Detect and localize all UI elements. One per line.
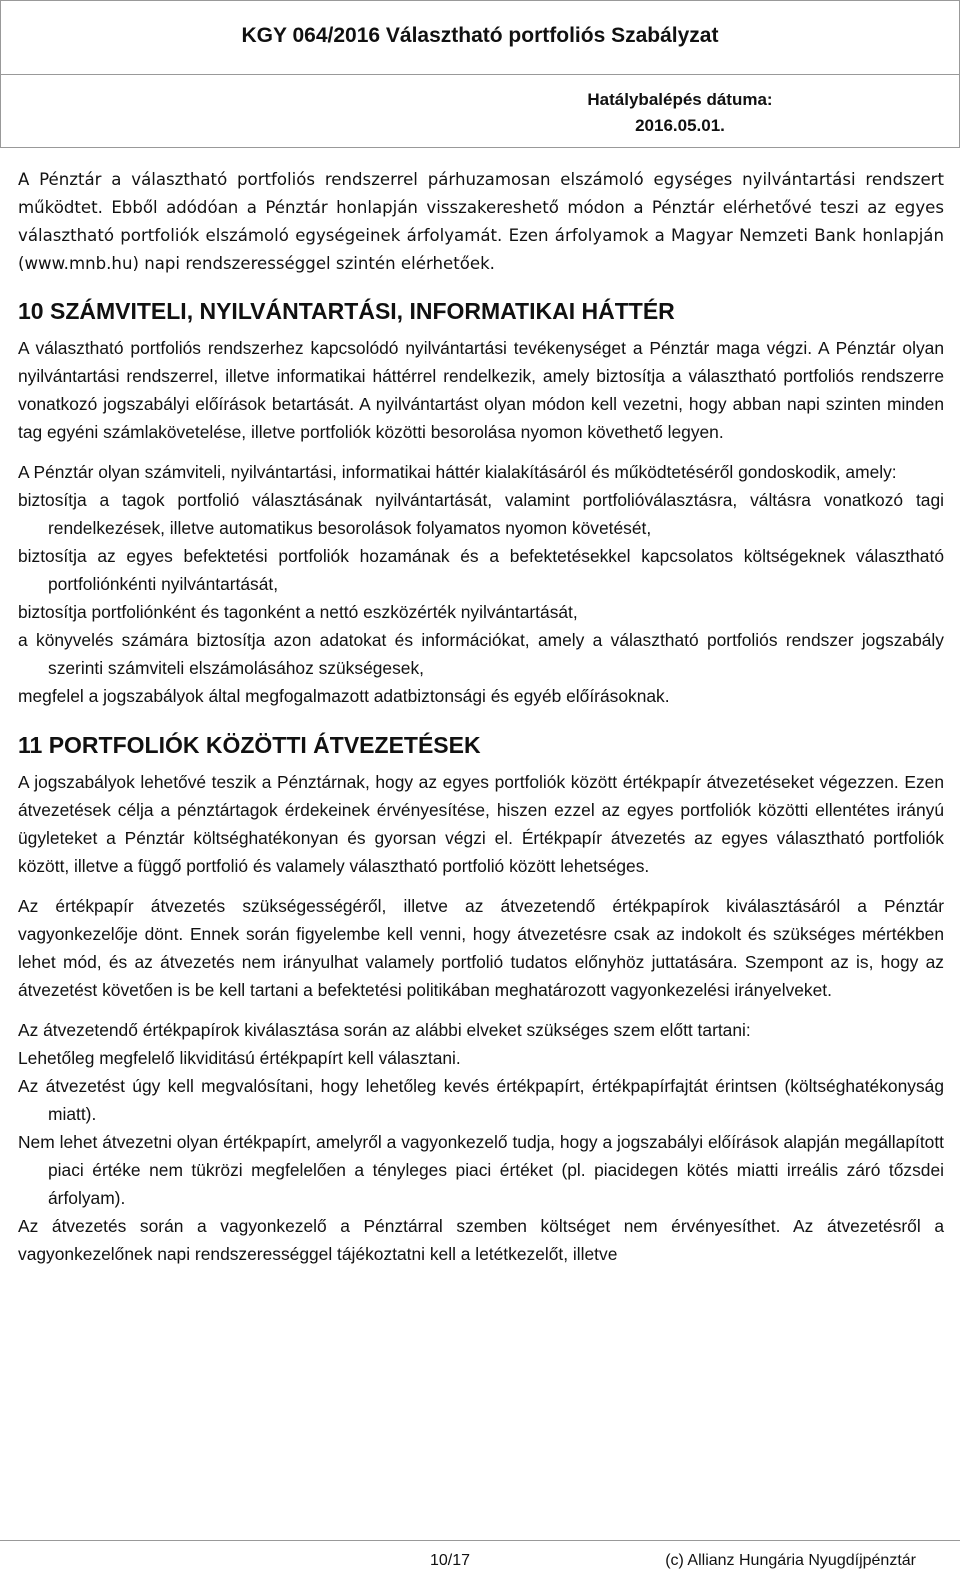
effective-date-value: 2016.05.01.: [635, 116, 725, 135]
list-item: Az átvezetést úgy kell megvalósítani, hogy lehetőleg kevés értékpapírt, értékpapírfajtát érintsen (költséghatékonyság miatt).: [18, 1076, 944, 1124]
section-10-heading: 10 SZÁMVITELI, NYILVÁNTARTÁSI, INFORMATIKAI HÁTTÉR: [18, 298, 675, 324]
paragraph-spacer: [18, 880, 944, 892]
list-item: Lehetőleg megfelelő likviditású értékpapírt kell választani.: [18, 1048, 461, 1068]
effective-date-label: Hatálybalépés dátuma:: [587, 90, 773, 109]
intro-paragraph: A Pénztár a választható portfoliós rendszerrel párhuzamosan elszámoló egységes nyilvántartási rendszert működtet. Ebből adódóan a Pénztár honlapján visszakereshető módon a Pénztár elérhetővé teszi az egyes választható portfoliók elszámoló egységeinek árfolyamát. Ezen árfolyamok a Magyar Nemzeti Bank honlapján (www.mnb.hu) napi rendszerességgel szintén elérhetőek.: [18, 170, 944, 273]
header-border-bottom: [0, 147, 960, 148]
document-body: [18, 166, 944, 1268]
section-10-paragraph-2: A Pénztár olyan számviteli, nyilvántartási, informatikai háttér kialakításáról és működtetéséről gondoskodik, amely:: [18, 462, 897, 482]
page-header: [0, 0, 960, 148]
list-item: a könyvelés számára biztosítja azon adatokat és információkat, amely a választható portfoliós rendszer jogszabály szerinti számviteli elszámolásához szükségesek,: [18, 630, 944, 678]
list-item: biztosítja az egyes befektetési portfoliók hozamának és a befektetésekkel kapcsolatos költségeknek választható portfoliónkénti nyilvántartását,: [18, 546, 944, 594]
footer-divider: [0, 1540, 960, 1541]
paragraph-spacer: [18, 446, 944, 458]
header-border-top: [0, 0, 960, 1]
section-11-list: [18, 1044, 944, 1212]
section-11-heading: 11 PORTFOLIÓK KÖZÖTTI ÁTVEZETÉSEK: [18, 732, 481, 758]
section-11-paragraph-2: Az értékpapír átvezetés szükségességéről, illetve az átvezetendő értékpapírok kiválasztásáról a Pénztár vagyonkezelője dönt. Ennek során figyelembe kell venni, hogy átvezetésre csak az indokolt és szükséges mértékben lehet mód, és az átvezetés nem irányulhat valamely portfolió tudatos előnyhöz juttatására. Szempont az is, hogy az átvezetést követően is be kell tartani a befektetési politikában meghatározott vagyonkezelési irányelveket.: [18, 896, 944, 1000]
section-11-paragraph-1: A jogszabályok lehetővé teszik a Pénztárnak, hogy az egyes portfoliók között értékpapír átvezetéseket végezzen. Ezen átvezetések célja a pénztártagok érdekeinek érvényesítése, hiszen ezzel az egyes portfoliók közötti ellentétes irányú ügyleteket a Pénztár költséghatékonyan és gyorsan végzi el. Értékpapír átvezetés az egyes választható portfoliók között, illetve a függő portfolió és valamely választható portfolió között lehetséges.: [18, 772, 944, 876]
page-number: 10/17: [430, 1552, 471, 1569]
list-item: biztosítja portfoliónként és tagonként a nettó eszközérték nyilvántartását,: [18, 602, 578, 622]
section-10-paragraph-1: A választható portfoliós rendszerhez kapcsolódó nyilvántartási tevékenységet a Pénztár maga végzi. A Pénztár olyan nyilvántartási rendszerrel, illetve informatikai háttérrel rendelkezik, amely biztosítja a választható portfoliós rendszerre vonatkozó jogszabályi előírások betartását. A nyilvántartást olyan módon kell vezetni, hogy abban napi szinten minden tag egyéni számlakövetelése, illetve portfoliók közötti besorolása nyomon követhető legyen.: [18, 338, 944, 442]
list-item: megfelel a jogszabályok által megfogalmazott adatbiztonsági és egyéb előírásoknak.: [18, 686, 670, 706]
paragraph-spacer: [18, 1004, 944, 1016]
section-11-paragraph-4: Az átvezetés során a vagyonkezelő a Pénztárral szemben költséget nem érvényesíthet. Az átvezetésről a vagyonkezelőnek napi rendszerességgel tájékoztatni kell a letétkezelőt, illetve: [18, 1216, 944, 1264]
section-10-list: [18, 486, 944, 710]
copyright-notice: (c) Allianz Hungária Nyugdíjpénztár: [665, 1552, 916, 1569]
list-item: Nem lehet átvezetni olyan értékpapírt, amelyről a vagyonkezelő tudja, hogy a jogszabályi előírások alapján megállapított piaci értéke nem tükrözi megfelelően a tényleges piaci értéket (pl. piacidegen kötés miatti irreális záró tőzsdei árfolyam).: [18, 1132, 944, 1208]
list-item: biztosítja a tagok portfolió választásának nyilvántartását, valamint portfolióválasztásra, váltásra vonatkozó tagi rendelkezések, illetve automatikus besorolások folyamatos nyomon követését,: [18, 490, 944, 538]
document-title: KGY 064/2016 Választható portfoliós Szabályzat: [241, 24, 719, 47]
header-divider: [0, 74, 960, 75]
section-11-paragraph-3: Az átvezetendő értékpapírok kiválasztása során az alábbi elveket szükséges szem előtt tartani:: [18, 1020, 751, 1040]
page-footer: [0, 1540, 960, 1589]
